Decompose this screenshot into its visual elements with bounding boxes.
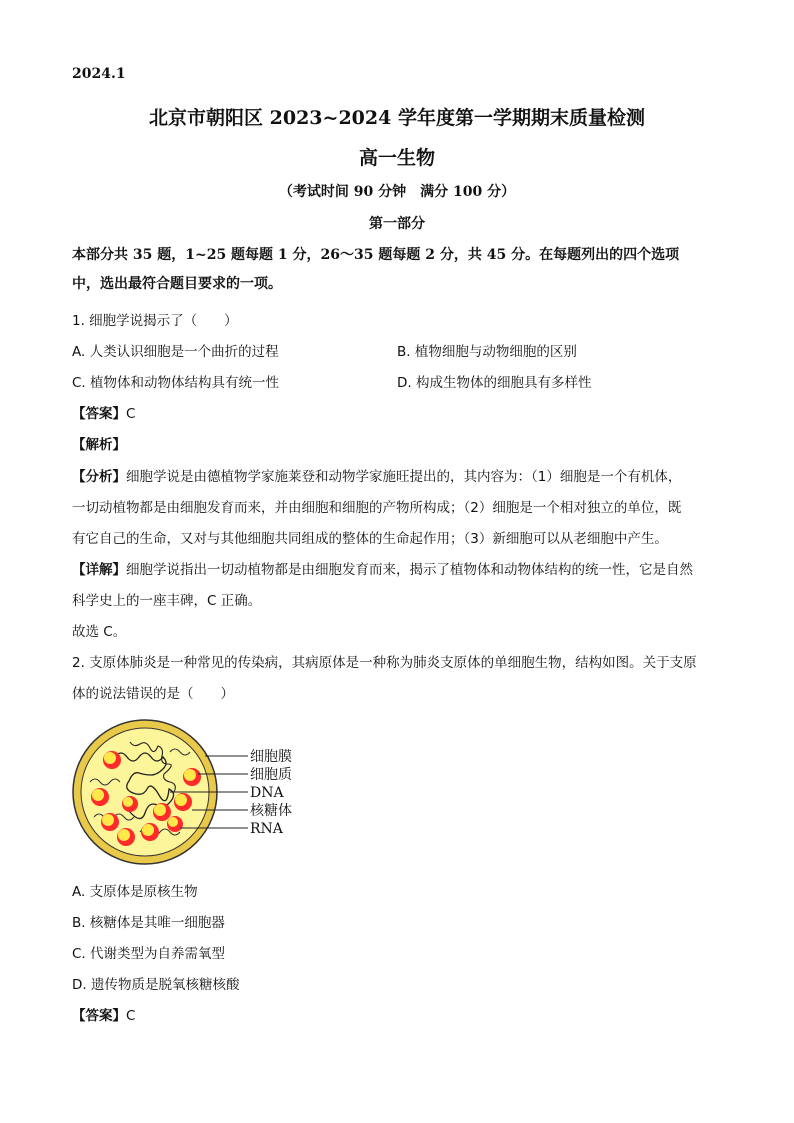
q1-fenxi-line-1 [72,465,681,485]
label-dna: DNA [250,785,284,801]
q1-xiangjie-line-1 [72,558,693,578]
mycoplasma-structure-figure [70,712,310,872]
part-heading: 第一部分 [369,216,425,232]
q2-option-c: C. 代谢类型为自养需氧型 [72,946,226,962]
intro-line-1: 本部分共 35 题，1~25 题每题 1 分，26～35 题每题 2 分，共 45 分。在每题列出的四个选项 [72,247,680,263]
q1-fenxi-line-3: 有它自己的生命，又对与其他细胞共同组成的整体的生命起作用；（3）新细胞可以从老细胞中产生。 [72,531,668,547]
exam-title: 北京市朝阳区 2023~2024 学年度第一学期期末质量检测 [149,107,645,129]
xiangjie-text-1: 细胞学说指出一切动植物都是由细胞发育而来，揭示了植物体和动物体结构的统一性，它是自然 [126,562,693,578]
q1-option-c: C. 植物体和动物体结构具有统一性 [72,375,280,391]
q1-answer-line [72,402,135,422]
q1-fenxi-line-2: 一切动植物都是由细胞发育而来，并由细胞和细胞的产物所构成；（2）细胞是一个相对独立的单位，既 [72,500,682,516]
analysis-tag: 【解析】 [72,437,126,453]
exam-info: （考试时间 90 分钟 满分 100 分） [278,184,516,200]
q2-stem-line-2: 体的说法错误的是（ ） [72,686,234,702]
q1-xiangjie-line-2: 科学史上的一座丰碑，C 正确。 [72,593,262,609]
xiangjie-tag: 【详解】 [72,562,126,578]
q1-option-a: A. 人类认识细胞是一个曲折的过程 [72,344,279,360]
q1-stem: 1. 细胞学说揭示了（ ） [72,313,238,329]
q2-option-b: B. 核糖体是其唯一细胞器 [72,915,225,931]
answer-tag-2: 【答案】 [72,1008,126,1024]
q1-option-b: B. 植物细胞与动物细胞的区别 [397,344,577,360]
answer-tag: 【答案】 [72,406,126,422]
q1-conclusion: 故选 C。 [72,624,127,640]
q2-answer: C [126,1008,136,1024]
subject-title: 高一生物 [358,147,435,169]
fenxi-tag: 【分析】 [72,469,126,485]
q1-answer: C [126,406,136,422]
fenxi-text-1: 细胞学说是由德植物学家施莱登和动物学家施旺提出的，其内容为：（1）细胞是一个有机体， [126,469,682,485]
q1-option-d: D. 构成生物体的细胞具有多样性 [397,375,592,391]
label-ribosome: 核糖体 [250,803,292,819]
q2-option-a: A. 支原体是原核生物 [72,884,198,900]
label-rna: RNA [250,821,283,837]
q2-option-d: D. 遗传物质是脱氧核糖核酸 [72,977,240,993]
intro-line-2: 中，选出最符合题目要求的一项。 [72,276,282,292]
label-cytoplasm: 细胞质 [250,767,292,783]
q2-stem-line-1: 2. 支原体肺炎是一种常见的传染病，其病原体是一种称为肺炎支原体的单细胞生物，结构如图。关于支原 [72,655,697,671]
q2-answer-line [72,1004,135,1024]
exam-date: 2024.1 [72,66,126,82]
label-cell-membrane: 细胞膜 [250,749,292,765]
